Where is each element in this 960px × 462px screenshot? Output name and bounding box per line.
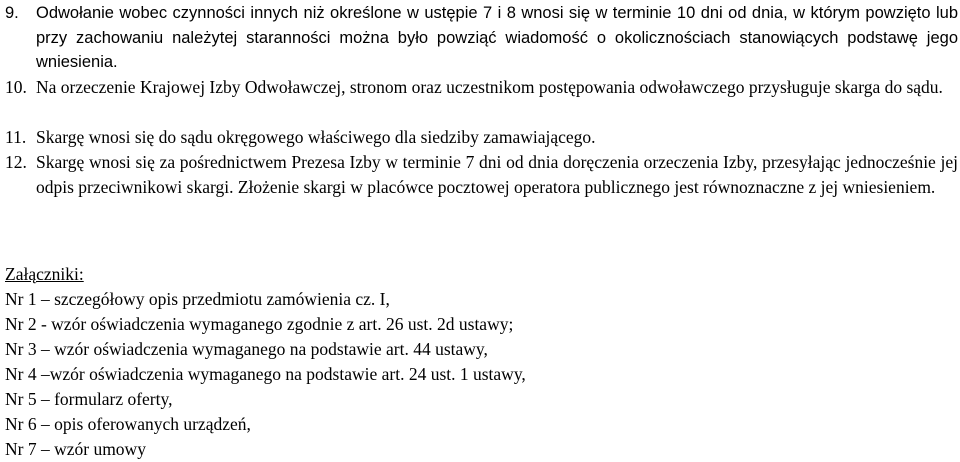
- paragraph-9: [5, 1, 958, 75]
- attachment-item: Nr 5 – formularz oferty,: [5, 389, 173, 409]
- paragraph-number: 11.: [5, 127, 27, 147]
- attachment-item: Nr 4 –wzór oświadczenia wymaganego na podstawie art. 24 ust. 1 ustawy,: [5, 364, 526, 384]
- paragraph-text: Na orzeczenie Krajowej Izby Odwoławczej, stronom oraz uczestnikom postępowania odwoławczego przysługuje skarga do sądu.: [36, 77, 943, 97]
- paragraph-11: [5, 125, 958, 150]
- attachments-heading: Załączniki:: [5, 264, 84, 284]
- attachment-item: Nr 2 - wzór oświadczenia wymaganego zgodnie z art. 26 ust. 2d ustawy;: [5, 314, 514, 334]
- attachment-item: Nr 6 – opis oferowanych urządzeń,: [5, 414, 251, 434]
- paragraph-number: 12.: [5, 152, 27, 172]
- paragraph-number: 10.: [5, 77, 27, 97]
- paragraph-text: Odwołanie wobec czynności innych niż określone w ustępie 7 i 8 wnosi się w terminie 10 dni od dnia, w którym powzięto lub przy zachowaniu należytej staranności można było powziąć wiadomość o okolicznościach stanowiących podstawę jego wniesienia.: [36, 4, 958, 71]
- paragraph-text: Skargę wnosi się do sądu okręgowego właściwego dla siedziby zamawiającego.: [36, 127, 596, 147]
- attachment-item: Nr 3 – wzór oświadczenia wymaganego na podstawie art. 44 ustawy,: [5, 339, 488, 359]
- paragraph-number: 9.: [5, 4, 19, 22]
- attachment-item: Nr 7 – wzór umowy: [5, 439, 146, 459]
- paragraph-10: [5, 75, 958, 100]
- paragraph-text: Skargę wnosi się za pośrednictwem Prezesa Izby w terminie 7 dni od dnia doręczenia orzeczenia Izby, przesyłając jednocześnie jej odpis przeciwnikowi skargi. Złożenie skargi w placówce pocztowej operatora publicznego jest równoznaczne z jej wniesieniem.: [36, 152, 958, 197]
- attachment-item: Nr 1 – szczegółowy opis przedmiotu zamówienia cz. I,: [5, 289, 390, 309]
- paragraph-12: [5, 150, 958, 199]
